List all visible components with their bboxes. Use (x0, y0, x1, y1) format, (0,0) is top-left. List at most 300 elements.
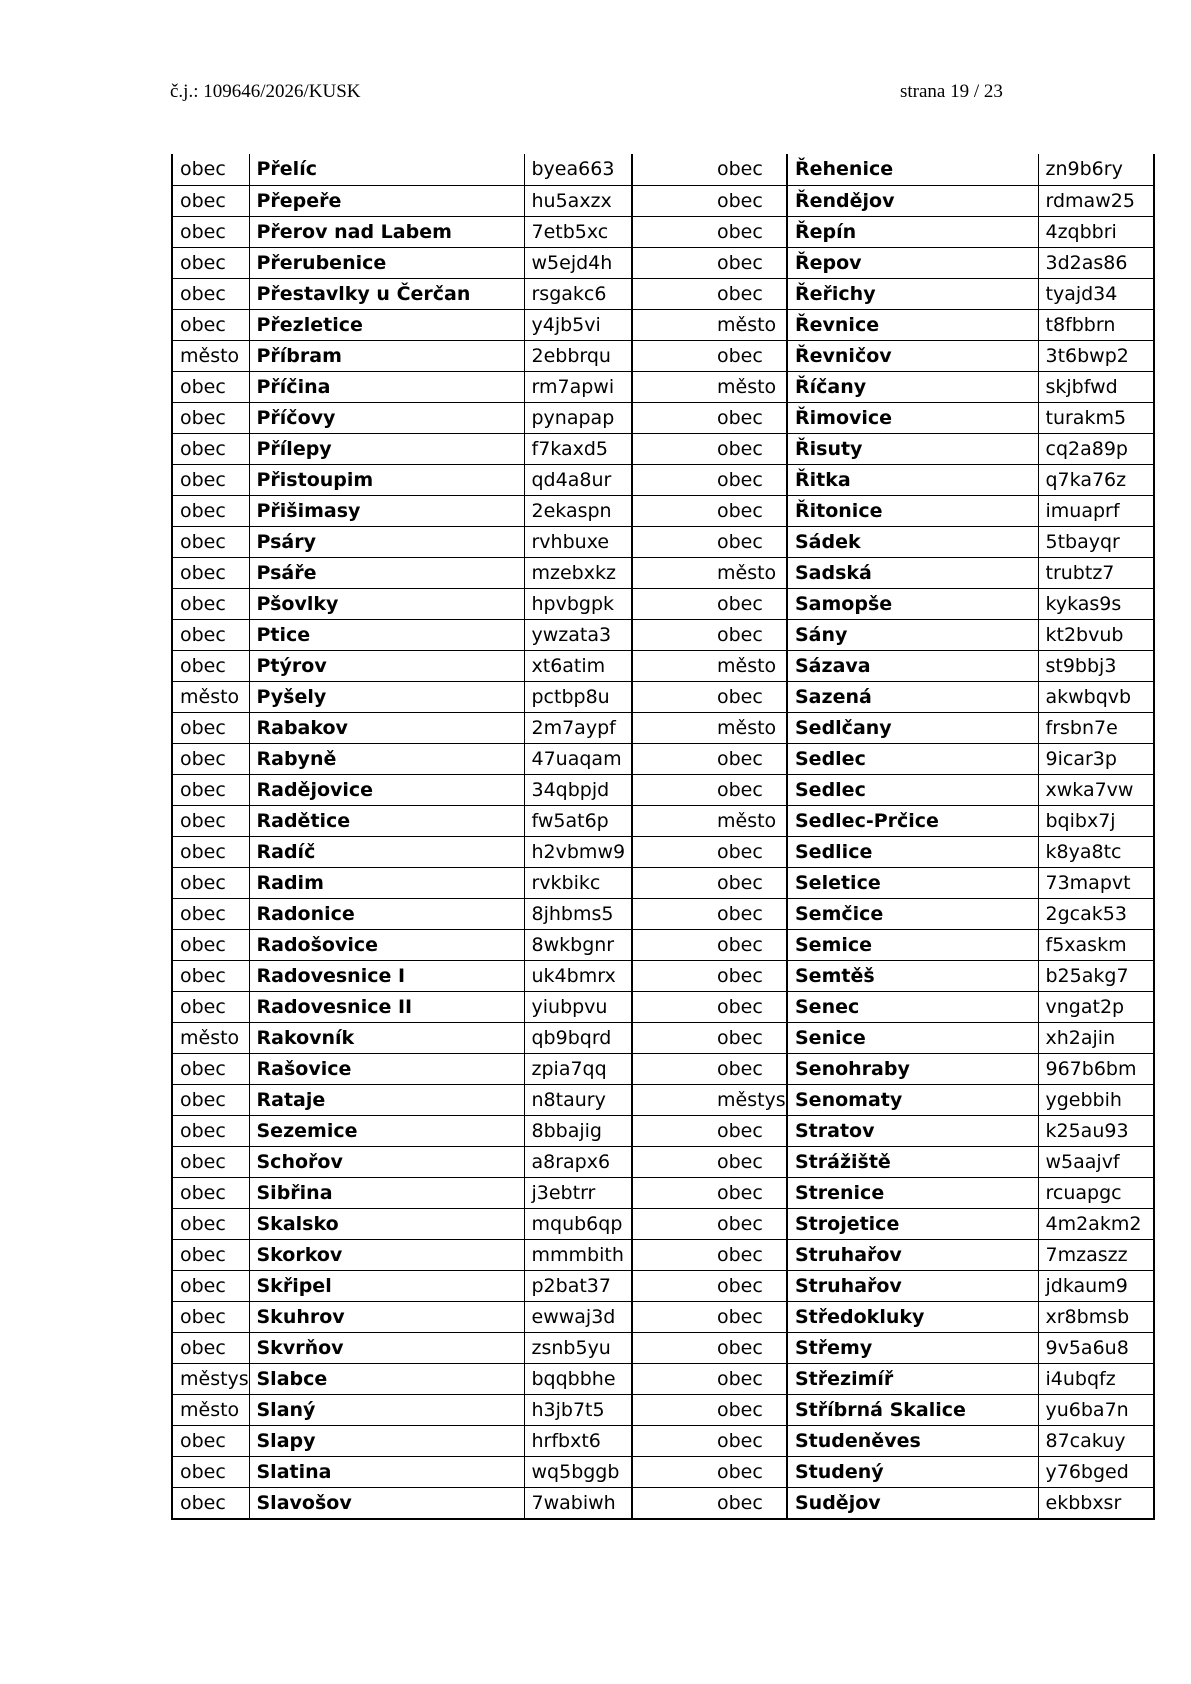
municipality-name: Příčovy (249, 402, 524, 433)
municipality-name: Řevničov (787, 340, 1038, 371)
data-box-id: yiubpvu (524, 991, 632, 1022)
municipality-type: město (632, 805, 787, 836)
municipality-name: Ptýrov (249, 650, 524, 681)
municipality-name: Seletice (787, 867, 1038, 898)
municipality-name: Schořov (249, 1146, 524, 1177)
data-box-id: xr8bmsb (1038, 1301, 1154, 1332)
municipality-name: Ptice (249, 619, 524, 650)
municipality-name: Příbram (249, 340, 524, 371)
data-box-id: yu6ba7n (1038, 1394, 1154, 1425)
data-box-id: ywzata3 (524, 619, 632, 650)
municipality-type: obec (632, 1270, 787, 1301)
municipality-type: obec (632, 1208, 787, 1239)
municipality-type: obec (632, 929, 787, 960)
municipality-name: Senec (787, 991, 1038, 1022)
municipality-name: Řisuty (787, 433, 1038, 464)
municipality-type: obec (632, 743, 787, 774)
municipality-type: obec (172, 1146, 249, 1177)
municipality-type: obec (172, 278, 249, 309)
data-box-id: j3ebtrr (524, 1177, 632, 1208)
data-box-id: turakm5 (1038, 402, 1154, 433)
municipality-name: Skorkov (249, 1239, 524, 1270)
municipality-name: Pyšely (249, 681, 524, 712)
municipality-name: Říčany (787, 371, 1038, 402)
municipality-name: Strojetice (787, 1208, 1038, 1239)
table-row (172, 805, 1154, 836)
data-box-id: qb9bqrd (524, 1022, 632, 1053)
municipality-name: Sádek (787, 526, 1038, 557)
municipality-type: obec (172, 216, 249, 247)
data-box-id: h3jb7t5 (524, 1394, 632, 1425)
data-box-id: 73mapvt (1038, 867, 1154, 898)
data-box-id: jdkaum9 (1038, 1270, 1154, 1301)
table-row (172, 1456, 1154, 1487)
data-box-id: 7wabiwh (524, 1487, 632, 1519)
data-box-id: 3d2as86 (1038, 247, 1154, 278)
data-box-id: f5xaskm (1038, 929, 1154, 960)
municipality-name: Senice (787, 1022, 1038, 1053)
municipality-type: obec (632, 340, 787, 371)
municipality-name: Přepeře (249, 185, 524, 216)
table-row (172, 1022, 1154, 1053)
data-box-id: 3t6bwp2 (1038, 340, 1154, 371)
municipality-table-body (172, 154, 1154, 1519)
municipality-type: obec (172, 619, 249, 650)
municipality-type: obec (632, 1394, 787, 1425)
municipality-type: obec (632, 867, 787, 898)
municipality-type: obec (632, 774, 787, 805)
municipality-name: Sezemice (249, 1115, 524, 1146)
municipality-type: město (632, 650, 787, 681)
data-box-id: i4ubqfz (1038, 1363, 1154, 1394)
municipality-name: Struhařov (787, 1239, 1038, 1270)
data-box-id: p2bat37 (524, 1270, 632, 1301)
data-box-id: cq2a89p (1038, 433, 1154, 464)
municipality-type: obec (172, 433, 249, 464)
municipality-type: obec (632, 1363, 787, 1394)
municipality-name: Řitka (787, 464, 1038, 495)
data-box-id: 8jhbms5 (524, 898, 632, 929)
municipality-type: obec (632, 526, 787, 557)
table-row (172, 340, 1154, 371)
data-box-id: hpvbgpk (524, 588, 632, 619)
municipality-type: obec (172, 1301, 249, 1332)
municipality-name: Radíč (249, 836, 524, 867)
municipality-name: Strážiště (787, 1146, 1038, 1177)
municipality-type: obec (632, 588, 787, 619)
document-reference: č.j.: 109646/2026/KUSK (170, 81, 361, 102)
municipality-type: obec (172, 247, 249, 278)
data-box-id: q7ka76z (1038, 464, 1154, 495)
table-row (172, 1177, 1154, 1208)
municipality-type: obec (632, 278, 787, 309)
municipality-name: Přestavlky u Čerčan (249, 278, 524, 309)
municipality-name: Stříbrná Skalice (787, 1394, 1038, 1425)
municipality-name: Sázava (787, 650, 1038, 681)
municipality-type: obec (632, 433, 787, 464)
data-box-id: akwbqvb (1038, 681, 1154, 712)
data-box-id: ekbbxsr (1038, 1487, 1154, 1519)
data-box-id: hrfbxt6 (524, 1425, 632, 1456)
municipality-type: obec (172, 712, 249, 743)
municipality-name: Přezletice (249, 309, 524, 340)
municipality-name: Psáře (249, 557, 524, 588)
municipality-type: obec (632, 1115, 787, 1146)
municipality-type: obec (632, 154, 787, 185)
data-box-id: 9icar3p (1038, 743, 1154, 774)
table-row (172, 247, 1154, 278)
table-row (172, 1084, 1154, 1115)
data-box-id: st9bbj3 (1038, 650, 1154, 681)
municipality-name: Sibřina (249, 1177, 524, 1208)
data-box-id: rvhbuxe (524, 526, 632, 557)
table-row (172, 154, 1154, 185)
data-box-id: 8bbajig (524, 1115, 632, 1146)
municipality-name: Psáry (249, 526, 524, 557)
municipality-type: obec (172, 1053, 249, 1084)
municipality-name: Řevnice (787, 309, 1038, 340)
municipality-type: obec (172, 805, 249, 836)
municipality-name: Skuhrov (249, 1301, 524, 1332)
data-box-id: ygebbih (1038, 1084, 1154, 1115)
municipality-type: obec (172, 960, 249, 991)
municipality-type: obec (172, 154, 249, 185)
municipality-name: Radětice (249, 805, 524, 836)
municipality-type: obec (172, 1115, 249, 1146)
data-box-id: wq5bggb (524, 1456, 632, 1487)
data-box-id: a8rapx6 (524, 1146, 632, 1177)
municipality-name: Slaný (249, 1394, 524, 1425)
municipality-name: Radovesnice I (249, 960, 524, 991)
data-box-id: t8fbbrn (1038, 309, 1154, 340)
municipality-type: obec (632, 402, 787, 433)
municipality-name: Sedlec (787, 743, 1038, 774)
data-box-id: zn9b6ry (1038, 154, 1154, 185)
municipality-name: Pšovlky (249, 588, 524, 619)
municipality-name: Řendějov (787, 185, 1038, 216)
municipality-name: Senohraby (787, 1053, 1038, 1084)
table-row (172, 1208, 1154, 1239)
data-box-id: pctbp8u (524, 681, 632, 712)
municipality-type: obec (172, 1332, 249, 1363)
municipality-type: městys (172, 1363, 249, 1394)
table-row (172, 743, 1154, 774)
table-row (172, 371, 1154, 402)
table-row (172, 278, 1154, 309)
table-row (172, 960, 1154, 991)
municipality-name: Řehenice (787, 154, 1038, 185)
data-box-id: 9v5a6u8 (1038, 1332, 1154, 1363)
table-row (172, 1239, 1154, 1270)
municipality-name: Řepov (787, 247, 1038, 278)
municipality-type: obec (172, 557, 249, 588)
municipality-type: obec (172, 898, 249, 929)
municipality-name: Radošovice (249, 929, 524, 960)
table-row (172, 433, 1154, 464)
municipality-type: obec (632, 1425, 787, 1456)
municipality-name: Semčice (787, 898, 1038, 929)
data-box-id: rm7apwi (524, 371, 632, 402)
municipality-type: obec (172, 1270, 249, 1301)
municipality-name: Semice (787, 929, 1038, 960)
data-box-id: h2vbmw9 (524, 836, 632, 867)
data-box-id: mmmbith (524, 1239, 632, 1270)
municipality-type: obec (632, 247, 787, 278)
municipality-type: obec (172, 588, 249, 619)
data-box-id: 7mzaszz (1038, 1239, 1154, 1270)
municipality-type: obec (632, 681, 787, 712)
table-row (172, 588, 1154, 619)
data-box-id: trubtz7 (1038, 557, 1154, 588)
data-box-id: kykas9s (1038, 588, 1154, 619)
data-box-id: f7kaxd5 (524, 433, 632, 464)
table-row (172, 1301, 1154, 1332)
municipality-type: obec (632, 495, 787, 526)
data-box-id: 7etb5xc (524, 216, 632, 247)
table-row (172, 712, 1154, 743)
municipality-name: Středokluky (787, 1301, 1038, 1332)
table-row (172, 1146, 1154, 1177)
municipality-name: Radějovice (249, 774, 524, 805)
municipality-type: obec (632, 1301, 787, 1332)
municipality-name: Řimovice (787, 402, 1038, 433)
table-row (172, 216, 1154, 247)
municipality-type: obec (172, 1487, 249, 1519)
data-box-id: 2gcak53 (1038, 898, 1154, 929)
table-row (172, 1332, 1154, 1363)
data-box-id: 2ebbrqu (524, 340, 632, 371)
data-box-id: rdmaw25 (1038, 185, 1154, 216)
data-box-id: bqqbbhe (524, 1363, 632, 1394)
data-box-id: n8taury (524, 1084, 632, 1115)
municipality-name: Studený (787, 1456, 1038, 1487)
table-row (172, 309, 1154, 340)
municipality-name: Přišimasy (249, 495, 524, 526)
table-row (172, 1115, 1154, 1146)
municipality-type: obec (172, 1239, 249, 1270)
municipality-name: Slatina (249, 1456, 524, 1487)
municipality-name: Přerubenice (249, 247, 524, 278)
municipality-type: město (632, 309, 787, 340)
table-row (172, 681, 1154, 712)
municipality-type: obec (632, 1022, 787, 1053)
municipality-type: obec (632, 1053, 787, 1084)
table-row (172, 1053, 1154, 1084)
municipality-table (171, 154, 1155, 1520)
table-row (172, 619, 1154, 650)
municipality-type: obec (632, 464, 787, 495)
municipality-type: obec (172, 371, 249, 402)
table-row (172, 898, 1154, 929)
table-row (172, 402, 1154, 433)
municipality-type: obec (172, 650, 249, 681)
municipality-name: Řepín (787, 216, 1038, 247)
municipality-name: Sudějov (787, 1487, 1038, 1519)
table-row (172, 650, 1154, 681)
data-box-id: b25akg7 (1038, 960, 1154, 991)
municipality-type: městys (632, 1084, 787, 1115)
data-box-id: pynapap (524, 402, 632, 433)
municipality-type: obec (172, 867, 249, 898)
municipality-type: město (632, 371, 787, 402)
data-box-id: w5aajvf (1038, 1146, 1154, 1177)
municipality-type: obec (172, 464, 249, 495)
table-row (172, 185, 1154, 216)
municipality-name: Slapy (249, 1425, 524, 1456)
municipality-type: město (172, 340, 249, 371)
municipality-type: obec (632, 216, 787, 247)
table-row (172, 929, 1154, 960)
municipality-name: Sadská (787, 557, 1038, 588)
data-box-id: byea663 (524, 154, 632, 185)
municipality-name: Přelíc (249, 154, 524, 185)
data-box-id: xt6atim (524, 650, 632, 681)
municipality-type: obec (172, 1425, 249, 1456)
data-box-id: xh2ajin (1038, 1022, 1154, 1053)
municipality-name: Studeněves (787, 1425, 1038, 1456)
municipality-type: obec (632, 1456, 787, 1487)
municipality-name: Střezimíř (787, 1363, 1038, 1394)
municipality-name: Rabakov (249, 712, 524, 743)
municipality-name: Sedlčany (787, 712, 1038, 743)
municipality-type: obec (632, 836, 787, 867)
table-row (172, 1487, 1154, 1519)
data-box-id: mzebxkz (524, 557, 632, 588)
table-row (172, 774, 1154, 805)
municipality-type: obec (632, 898, 787, 929)
municipality-name: Rataje (249, 1084, 524, 1115)
data-box-id: 8wkbgnr (524, 929, 632, 960)
data-box-id: fw5at6p (524, 805, 632, 836)
data-box-id: 4zqbbri (1038, 216, 1154, 247)
municipality-type: obec (632, 1487, 787, 1519)
data-box-id: tyajd34 (1038, 278, 1154, 309)
municipality-type: obec (172, 1084, 249, 1115)
data-box-id: k25au93 (1038, 1115, 1154, 1146)
municipality-name: Řeřichy (787, 278, 1038, 309)
municipality-type: obec (172, 1208, 249, 1239)
municipality-name: Skalsko (249, 1208, 524, 1239)
municipality-name: Senomaty (787, 1084, 1038, 1115)
data-box-id: qd4a8ur (524, 464, 632, 495)
data-box-id: xwka7vw (1038, 774, 1154, 805)
data-box-id: bqibx7j (1038, 805, 1154, 836)
data-box-id: 2m7aypf (524, 712, 632, 743)
data-box-id: zpia7qq (524, 1053, 632, 1084)
municipality-name: Struhařov (787, 1270, 1038, 1301)
municipality-name: Skvrňov (249, 1332, 524, 1363)
municipality-name: Sedlec (787, 774, 1038, 805)
data-box-id: w5ejd4h (524, 247, 632, 278)
municipality-type: obec (632, 1239, 787, 1270)
data-box-id: y4jb5vi (524, 309, 632, 340)
data-box-id: kt2bvub (1038, 619, 1154, 650)
municipality-name: Sazená (787, 681, 1038, 712)
data-box-id: frsbn7e (1038, 712, 1154, 743)
municipality-name: Sány (787, 619, 1038, 650)
table-row (172, 867, 1154, 898)
municipality-name: Slabce (249, 1363, 524, 1394)
municipality-name: Semtěš (787, 960, 1038, 991)
municipality-type: obec (632, 960, 787, 991)
data-box-id: imuaprf (1038, 495, 1154, 526)
data-box-id: 4m2akm2 (1038, 1208, 1154, 1239)
municipality-name: Radonice (249, 898, 524, 929)
table-row (172, 526, 1154, 557)
municipality-name: Slavošov (249, 1487, 524, 1519)
municipality-type: město (172, 1022, 249, 1053)
municipality-name: Přistoupim (249, 464, 524, 495)
municipality-type: obec (632, 1177, 787, 1208)
data-box-id: 2ekaspn (524, 495, 632, 526)
municipality-name: Skřipel (249, 1270, 524, 1301)
municipality-type: obec (172, 774, 249, 805)
municipality-name: Strenice (787, 1177, 1038, 1208)
data-box-id: k8ya8tc (1038, 836, 1154, 867)
municipality-name: Rašovice (249, 1053, 524, 1084)
data-box-id: vngat2p (1038, 991, 1154, 1022)
data-box-id: 47uaqam (524, 743, 632, 774)
table-row (172, 1425, 1154, 1456)
municipality-name: Radim (249, 867, 524, 898)
municipality-name: Samopše (787, 588, 1038, 619)
municipality-type: obec (172, 1177, 249, 1208)
municipality-name: Řitonice (787, 495, 1038, 526)
municipality-type: obec (632, 185, 787, 216)
municipality-type: obec (172, 185, 249, 216)
municipality-type: obec (632, 1146, 787, 1177)
municipality-type: obec (632, 1332, 787, 1363)
table-row (172, 464, 1154, 495)
municipality-name: Střemy (787, 1332, 1038, 1363)
municipality-type: obec (172, 743, 249, 774)
municipality-type: obec (172, 991, 249, 1022)
data-box-id: 5tbayqr (1038, 526, 1154, 557)
table-row (172, 836, 1154, 867)
data-box-id: hu5axzx (524, 185, 632, 216)
data-box-id: 34qbpjd (524, 774, 632, 805)
table-row (172, 557, 1154, 588)
municipality-type: město (632, 557, 787, 588)
data-box-id: 967b6bm (1038, 1053, 1154, 1084)
table-row (172, 1270, 1154, 1301)
data-box-id: rsgakc6 (524, 278, 632, 309)
table-row (172, 991, 1154, 1022)
municipality-type: město (172, 1394, 249, 1425)
municipality-name: Stratov (787, 1115, 1038, 1146)
data-box-id: zsnb5yu (524, 1332, 632, 1363)
municipality-type: obec (172, 929, 249, 960)
municipality-type: obec (172, 495, 249, 526)
data-box-id: ewwaj3d (524, 1301, 632, 1332)
municipality-type: obec (172, 402, 249, 433)
municipality-name: Rabyně (249, 743, 524, 774)
table-row (172, 495, 1154, 526)
table-row (172, 1394, 1154, 1425)
data-box-id: y76bged (1038, 1456, 1154, 1487)
data-box-id: 87cakuy (1038, 1425, 1154, 1456)
data-box-id: mqub6qp (524, 1208, 632, 1239)
table-row (172, 1363, 1154, 1394)
municipality-type: obec (632, 991, 787, 1022)
municipality-name: Rakovník (249, 1022, 524, 1053)
data-box-id: uk4bmrx (524, 960, 632, 991)
municipality-name: Přerov nad Labem (249, 216, 524, 247)
municipality-type: obec (172, 836, 249, 867)
data-box-id: rcuapgc (1038, 1177, 1154, 1208)
municipality-name: Radovesnice II (249, 991, 524, 1022)
municipality-type: obec (172, 526, 249, 557)
